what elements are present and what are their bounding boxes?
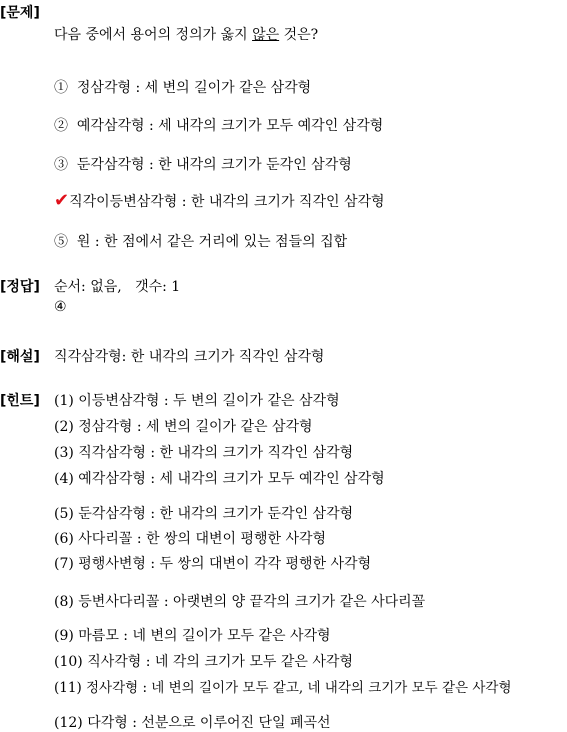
problem-label: [문제] bbox=[0, 5, 40, 21]
explanation-text: 직각삼각형: 한 내각의 크기가 직각인 삼각형 bbox=[54, 349, 325, 365]
hint-item: (11) 정사각형 : 네 변의 길이가 모두 같고, 네 내각의 크기가 모두 같은 사각형 bbox=[54, 680, 512, 696]
hint-item: (9) 마름모 : 네 변의 길이가 모두 같은 사각형 bbox=[54, 628, 331, 644]
choice-1 bbox=[54, 77, 311, 97]
hint-item: (4) 예각삼각형 : 세 내각의 크기가 모두 예각인 삼각형 bbox=[54, 471, 385, 487]
choice-2 bbox=[54, 115, 383, 135]
hint-item: (1) 이등변삼각형 : 두 변의 길이가 같은 삼각형 bbox=[54, 393, 340, 409]
answer-line: 순서: 없음, 갯수: 1 bbox=[54, 279, 181, 295]
answer-value: ④ bbox=[54, 299, 67, 315]
choice-4-text: 직각이등변삼각형 : 한 내각의 크기가 직각인 삼각형 bbox=[69, 194, 385, 210]
hint-item: (8) 등변사다리꼴 : 아랫변의 양 끝각의 크기가 같은 사다리꼴 bbox=[54, 594, 426, 610]
question-after: 것은? bbox=[279, 27, 319, 43]
choice-3-marker: ③ bbox=[54, 157, 68, 173]
choice-3 bbox=[54, 154, 352, 174]
question-text bbox=[54, 24, 318, 44]
choice-1-marker: ① bbox=[54, 80, 68, 96]
choice-5 bbox=[54, 231, 347, 251]
choice-2-text: 예각삼각형 : 세 내각의 크기가 모두 예각인 삼각형 bbox=[76, 118, 384, 134]
hint-item: (5) 둔각삼각형 : 한 내각의 크기가 둔각인 삼각형 bbox=[54, 506, 354, 522]
hint-item: (7) 평행사변형 : 두 쌍의 대변이 각각 평행한 사각형 bbox=[54, 556, 372, 572]
choice-2-marker: ② bbox=[54, 118, 68, 134]
hint-label: [힌트] bbox=[0, 393, 40, 409]
explanation-label: [해설] bbox=[0, 349, 40, 365]
hint-item: (3) 직각삼각형 : 한 내각의 크기가 직각인 삼각형 bbox=[54, 445, 354, 461]
hint-item: (12) 다각형 : 선분으로 이루어진 단일 폐곡선 bbox=[54, 715, 331, 731]
choice-5-text: 원 : 한 점에서 같은 거리에 있는 점들의 집합 bbox=[76, 234, 348, 250]
choice-1-text: 정삼각형 : 세 변의 길이가 같은 삼각형 bbox=[76, 80, 312, 96]
answer-label: [정답] bbox=[0, 279, 40, 295]
choice-3-text: 둔각삼각형 : 한 내각의 크기가 둔각인 삼각형 bbox=[76, 157, 352, 173]
question-underlined: 않은 bbox=[252, 27, 280, 43]
hint-item: (2) 정삼각형 : 세 변의 길이가 같은 삼각형 bbox=[54, 419, 313, 435]
question-before: 다음 중에서 용어의 정의가 옳지 bbox=[54, 27, 253, 43]
choice-4 bbox=[54, 190, 385, 211]
choice-5-marker: ⑤ bbox=[54, 234, 68, 250]
hint-item: (6) 사다리꼴 : 한 쌍의 대변이 평행한 사각형 bbox=[54, 531, 327, 547]
check-icon: ✔ bbox=[54, 190, 70, 211]
hint-item: (10) 직사각형 : 네 각의 크기가 모두 같은 사각형 bbox=[54, 654, 353, 670]
